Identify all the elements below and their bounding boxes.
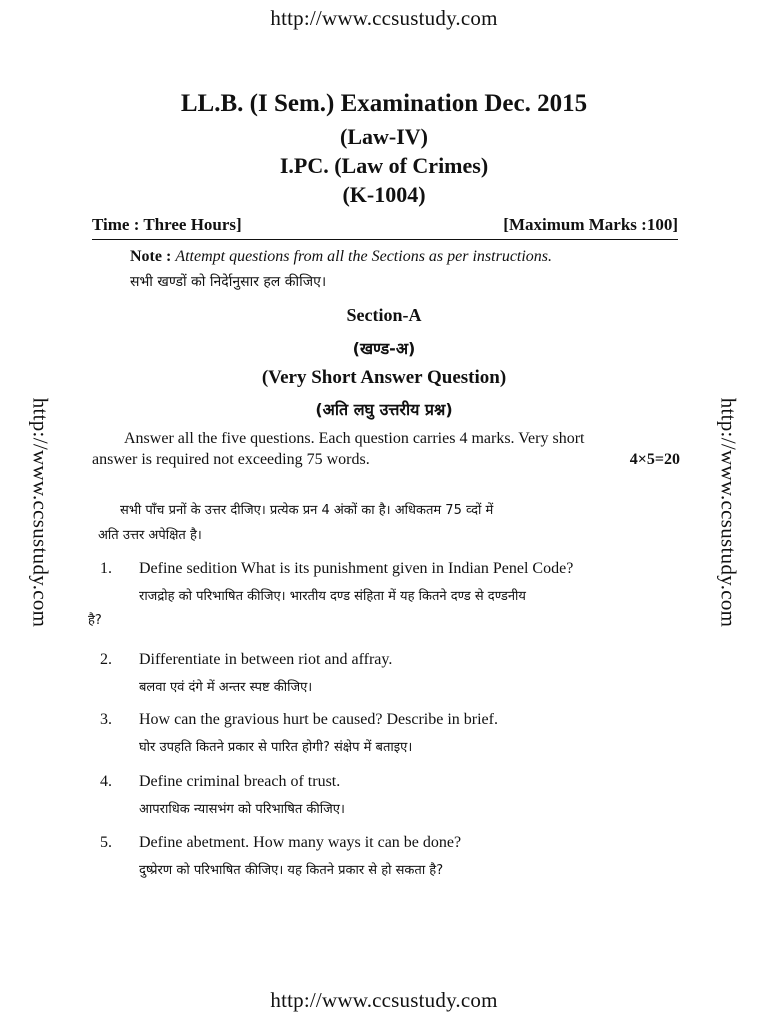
maximum-marks: [Maximum Marks :100] — [503, 215, 678, 234]
question-text-hindi: आपराधिक न्यासभंग को परिभाषित कीजिए। — [139, 802, 345, 817]
exam-title: LL.B. (I Sem.) Examination Dec. 2015 — [180, 90, 588, 117]
top-watermark-url: http://www.ccsustudy.com — [270, 6, 498, 30]
question-text-hindi-wrap: है? — [88, 613, 102, 628]
question-text: Differentiate in between riot and affray. — [139, 651, 393, 668]
left-watermark-url: http://www.ccsustudy.com — [28, 397, 53, 628]
question-text: Define criminal breach of trust. — [139, 773, 341, 790]
section-marks: 4×5=20 — [629, 451, 680, 468]
question-text: How can the gravious hurt be caused? Describe in brief. — [139, 711, 498, 728]
header-divider — [92, 239, 678, 240]
question-number: 4. — [100, 773, 112, 790]
time-allowed: Time : Three Hours] — [92, 215, 242, 234]
paper-name: (Law-IV) — [340, 124, 428, 149]
note-label: Note : — [130, 248, 172, 265]
section-subtitle-hindi: (अति लघु उत्तरीय प्रश्न) — [315, 400, 453, 419]
question-number: 1. — [100, 560, 112, 577]
right-watermark-url: http://www.ccsustudy.com — [716, 397, 741, 628]
instructions-hindi-line-1: सभी पाँच प्रनों के उत्तर दीजिए। प्रत्येक प्रन 4 अंकों का है। अधिकतम 75 व्दों में — [120, 503, 494, 518]
question-text-hindi: दुष्प्रेरण को परिभाषित कीजिए। यह कितने प्रकार से हो सकता है? — [139, 863, 444, 878]
question-text-hindi: राजद्रोह को परिभाषित कीजिए। भारतीय दण्ड संहिता में यह कितने दण्ड से दण्डनीय — [139, 589, 526, 604]
section-title-hindi: (खण्ड-अ) — [352, 339, 416, 358]
instructions — [92, 428, 680, 470]
instructions-line-1: Answer all the five questions. Each question carries 4 marks. Very short — [124, 430, 585, 447]
section-subtitle: (Very Short Answer Question) — [261, 367, 507, 388]
note-text: Attempt questions from all the Sections as per instructions. — [175, 248, 553, 265]
note-hindi: सभी खण्डों को निर्देानुसार हल कीजिए। — [130, 274, 327, 290]
subject-name: I.PC. (Law of Crimes) — [279, 153, 489, 178]
question-text: Define abetment. How many ways it can be done? — [139, 834, 462, 851]
question-text: Define sedition What is its punishment given in Indian Penel Code? — [139, 560, 574, 577]
bottom-watermark-url: http://www.ccsustudy.com — [270, 988, 498, 1012]
question-number: 3. — [100, 711, 112, 728]
question-text-hindi: घोर उपहति कितने प्रकार से पारित होगी? संक्षेप में बताइए। — [139, 740, 413, 755]
instructions-line-2: answer is required not exceeding 75 words. — [92, 451, 370, 468]
section-title: Section-A — [346, 305, 422, 325]
instructions-hindi-line-2: अति उत्तर अपेक्षित है। — [98, 528, 202, 543]
question-text-hindi: बलवा एवं दंगे में अन्तर स्पष्ट कीजिए। — [139, 680, 313, 695]
paper-code: (K-1004) — [342, 182, 426, 207]
question-number: 5. — [100, 834, 112, 851]
instructions-hindi — [98, 498, 658, 548]
question-number: 2. — [100, 651, 112, 668]
note — [130, 248, 552, 266]
